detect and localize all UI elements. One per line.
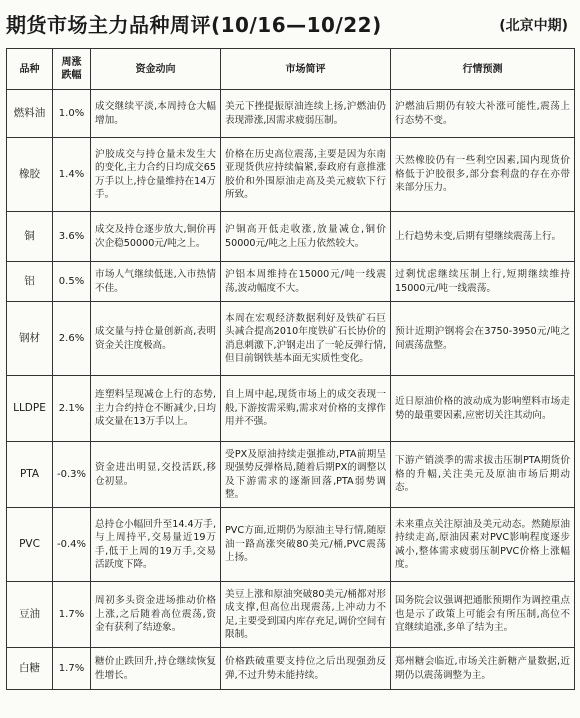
variety-cell: 铜 bbox=[7, 212, 53, 262]
page-header bbox=[6, 6, 574, 38]
funds-cell: 连塑料呈现减仓上行的态势,主力合约持仓不断减少,日均成交量在13万手以上。 bbox=[91, 376, 221, 442]
comment-cell: 受PX及原油持续走强推动,PTA前期呈现强势反弹格局,随着后期PX的调整以及下游需求的逐渐回落,PTA弱势调整。 bbox=[221, 442, 391, 508]
forecast-cell: 过剩忧虑继续压制上行,短期继续维持15000元/吨一线震荡。 bbox=[391, 262, 575, 302]
comment-cell: 价格跌破重要支持位之后出现强劲反弹,不过升势未能持续。 bbox=[221, 648, 391, 690]
table-row bbox=[7, 262, 575, 302]
funds-cell: 成交量与持仓量创新高,表明资金关注度极高。 bbox=[91, 302, 221, 376]
table-row bbox=[7, 442, 575, 508]
funds-cell: 成交继续平淡,本周持仓大幅增加。 bbox=[91, 90, 221, 138]
change-cell: -0.3% bbox=[53, 442, 91, 508]
funds-cell: 周初多头资金进场推动价格上涨,之后随着高位震荡,资金有获利了结迹象。 bbox=[91, 582, 221, 648]
change-cell: 2.6% bbox=[53, 302, 91, 376]
variety-cell: LLDPE bbox=[7, 376, 53, 442]
funds-cell: 资金进出明显,交投活跃,移仓初显。 bbox=[91, 442, 221, 508]
change-cell: 3.6% bbox=[53, 212, 91, 262]
forecast-cell: 郑州糖会临近,市场关注新糖产量数据,近期仍以震荡调整为主。 bbox=[391, 648, 575, 690]
funds-cell: 糖价止跌回升,持仓继续恢复性增长。 bbox=[91, 648, 221, 690]
comment-cell: 价格在历史高位震荡,主要是因为东南亚现货供应持续偏紧,泰政府有意推涨胶价和外围原油走高及美元疲软下行所致。 bbox=[221, 138, 391, 212]
variety-cell: 铝 bbox=[7, 262, 53, 302]
forecast-cell: 国务院会议强调把通胀预期作为调控重点也是示了政策上可能会有所压制,高位不宜继续追涨,多单了结为主。 bbox=[391, 582, 575, 648]
variety-cell: 钢材 bbox=[7, 302, 53, 376]
page-title: 期货市场主力品种周评(10/16—10/22) bbox=[6, 13, 382, 37]
forecast-cell: 预计近期沪钢将会在3750-3950元/吨之间震荡盘整。 bbox=[391, 302, 575, 376]
change-cell: 1.7% bbox=[53, 648, 91, 690]
column-header-funds: 资金动向 bbox=[91, 49, 221, 90]
column-header-change: 周涨跌幅 bbox=[53, 49, 91, 90]
table-row bbox=[7, 302, 575, 376]
variety-cell: 燃料油 bbox=[7, 90, 53, 138]
comment-cell: PVC方面,近期仍为原油主导行情,随原油一路高涨突破80美元/桶,PVC震荡上扬。 bbox=[221, 508, 391, 582]
table-row bbox=[7, 648, 575, 690]
comment-cell: 沪铝本周维持在15000元/吨一线震荡,波动幅度不大。 bbox=[221, 262, 391, 302]
comment-cell: 沪铜高开低走收涨,放量减仓,铜价50000元/吨之上压力依然较大。 bbox=[221, 212, 391, 262]
source-label: (北京中期) bbox=[499, 18, 568, 34]
funds-cell: 总持仓小幅回升至14.4万手,与上周持平,交易量近19万手,低于上周的19万手,交易活跃度下降。 bbox=[91, 508, 221, 582]
forecast-cell: 近日原油价格的波动成为影响塑料市场走势的最重要因素,应密切关注其动向。 bbox=[391, 376, 575, 442]
column-header-variety: 品种 bbox=[7, 49, 53, 90]
table-row bbox=[7, 376, 575, 442]
variety-cell: PTA bbox=[7, 442, 53, 508]
variety-cell: 橡胶 bbox=[7, 138, 53, 212]
table-row bbox=[7, 508, 575, 582]
forecast-cell: 下游产销淡季的需求拔击压制PTA期货价格的升幅,关注美元及原油市场后期动态。 bbox=[391, 442, 575, 508]
variety-cell: 豆油 bbox=[7, 582, 53, 648]
change-cell: 1.7% bbox=[53, 582, 91, 648]
change-cell: 0.5% bbox=[53, 262, 91, 302]
forecast-cell: 未来重点关注原油及美元动态。然随原油持续走高,原油因素对PVC影响程度逐步减小,整体需求疲弱压制PVC价格上涨幅度。 bbox=[391, 508, 575, 582]
change-cell: 1.4% bbox=[53, 138, 91, 212]
column-header-comment: 市场简评 bbox=[221, 49, 391, 90]
comment-cell: 自上周中起,现货市场上的成交表现一般,下游按需采购,需求对价格的支撑作用并不强。 bbox=[221, 376, 391, 442]
comment-cell: 美元下挫提振原油连续上扬,沪燃油仍表现滞涨,因需求疲弱压制。 bbox=[221, 90, 391, 138]
change-cell: 2.1% bbox=[53, 376, 91, 442]
comment-cell: 美豆上涨和原油突破80美元/桶都对形成支撑,但高位出现震荡,上冲动力不足,主要受到国内库存充足,调价空间有限制。 bbox=[221, 582, 391, 648]
table-row bbox=[7, 212, 575, 262]
comment-cell: 本周在宏观经济数据利好及铁矿石巨头减合提高2010年度铁矿石长协价的消息刺激下,沪钢走出了一轮反弹行情,但目前钢铁基本面无实质性变化。 bbox=[221, 302, 391, 376]
table-row bbox=[7, 582, 575, 648]
funds-cell: 沪胶成交与持仓量未发生大的变化,主力合约日均成交65万手以上,持仓量维持在14万手。 bbox=[91, 138, 221, 212]
variety-cell: 白糖 bbox=[7, 648, 53, 690]
column-header-forecast: 行情预测 bbox=[391, 49, 575, 90]
forecast-cell: 天然橡胶仍有一些利空因素,国内现货价格低于沪胶很多,部分套利盘的存在亦带来部分压力。 bbox=[391, 138, 575, 212]
funds-cell: 成交及持仓逐步放大,铜价再次企稳50000元/吨之上。 bbox=[91, 212, 221, 262]
table-row bbox=[7, 138, 575, 212]
change-cell: -0.4% bbox=[53, 508, 91, 582]
futures-weekly-table bbox=[6, 48, 575, 690]
table-header-row bbox=[7, 49, 575, 90]
table-row bbox=[7, 90, 575, 138]
forecast-cell: 沪燃油后期仍有较大补涨可能性,震荡上行态势不变。 bbox=[391, 90, 575, 138]
forecast-cell: 上行趋势未变,后期有望继续震荡上行。 bbox=[391, 212, 575, 262]
change-cell: 1.0% bbox=[53, 90, 91, 138]
funds-cell: 市场人气继续低迷,入市热情不佳。 bbox=[91, 262, 221, 302]
variety-cell: PVC bbox=[7, 508, 53, 582]
